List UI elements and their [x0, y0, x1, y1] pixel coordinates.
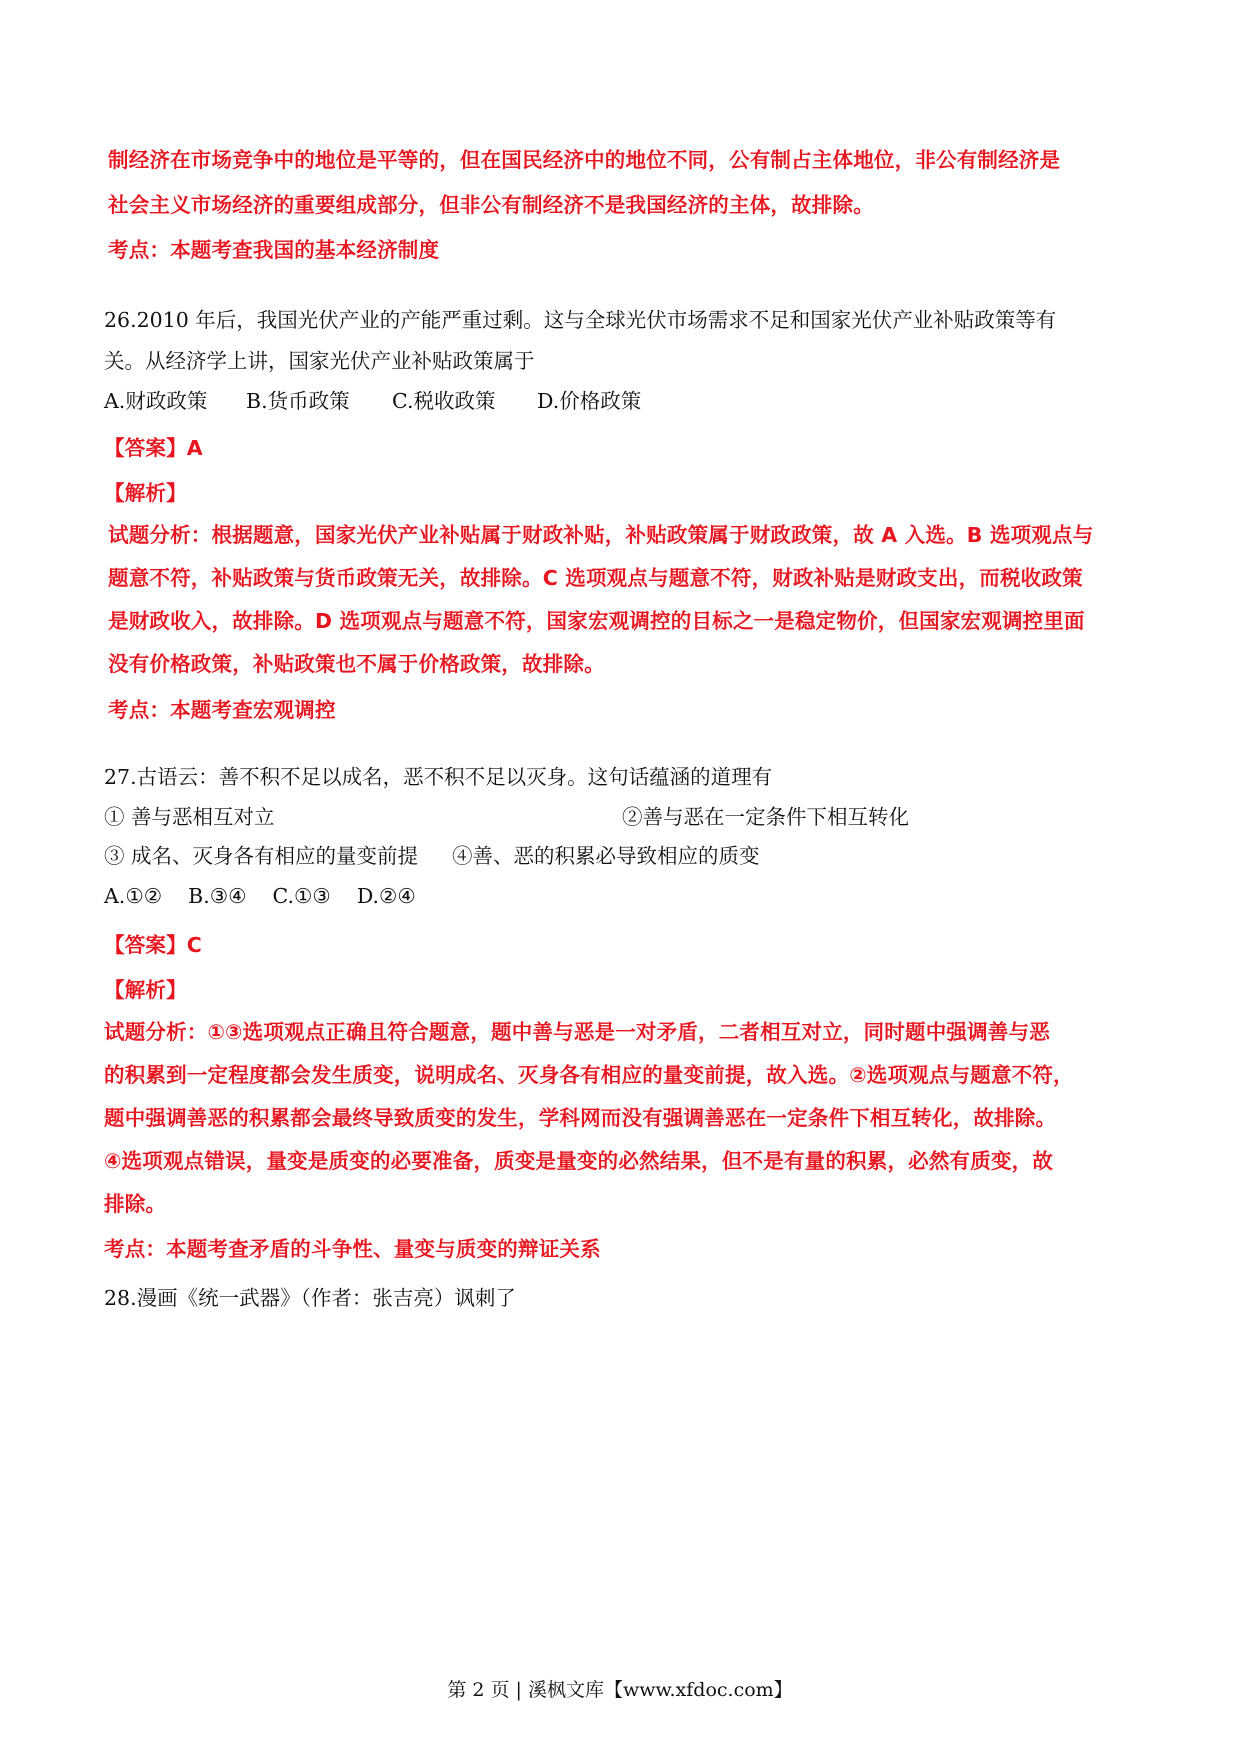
q26-stem-line-1: 26.2010 年后，我国光伏产业的产能严重过剩。这与全球光伏市场需求不足和国家光伏产业补贴政策等有	[104, 308, 1057, 332]
q28-stem: 28.漫画《统一武器》（作者：张吉亮）讽刺了	[104, 1286, 516, 1310]
q27-jiexi-label: 【解析】	[104, 978, 187, 1002]
q26-option-d: D.价格政策	[537, 389, 642, 413]
q27-analysis-line-4: ④选项观点错误，量变是质变的必要准备，质变是量变的必然结果，但不是有量的积累，必然有质变，故	[104, 1149, 1054, 1173]
q27-item-2: ②善与恶在一定条件下相互转化	[622, 805, 909, 829]
q27-analysis-line-1: 试题分析：①③选项观点正确且符合题意，题中善与恶是一对矛盾，二者相互对立，同时题中强调善与恶	[104, 1020, 1050, 1044]
q27-item-4: ④善、恶的积累必导致相应的质变	[452, 844, 760, 868]
q26-answer: 【答案】A	[104, 436, 203, 460]
q26-jiexi-label: 【解析】	[104, 481, 187, 505]
q27-answer: 【答案】C	[104, 933, 203, 957]
q26-option-b: B.货币政策	[246, 389, 350, 413]
q27-kaodian: 考点：本题考查矛盾的斗争性、量变与质变的辩证关系	[104, 1237, 601, 1261]
q27-analysis-line-3: 题中强调善恶的积累都会最终导致质变的发生，学科网而没有强调善恶在一定条件下相互转化，故排除。	[104, 1106, 1057, 1130]
prev-kaodian: 考点：本题考查我国的基本经济制度	[108, 238, 440, 262]
q26-kaodian: 考点：本题考查宏观调控	[108, 698, 336, 722]
prev-analysis-line-1: 制经济在市场竞争中的地位是平等的，但在国民经济中的地位不同，公有制占主体地位，非公有制经济是	[108, 148, 1061, 172]
q27-item-3: ③ 成名、灭身各有相应的量变前提	[104, 844, 419, 868]
q27-stem: 27.古语云：善不积不足以成名，恶不积不足以灭身。这句话蕴涵的道理有	[104, 765, 773, 789]
q27-options: A.①② B.③④ C.①③ D.②④	[104, 884, 416, 908]
q27-analysis-line-5: 排除。	[104, 1192, 167, 1216]
q26-stem-line-2: 关。从经济学上讲，国家光伏产业补贴政策属于	[104, 349, 535, 373]
page-footer: 第 2 页 | 溪枫文库【www.xfdoc.com】	[447, 1679, 793, 1701]
prev-analysis-line-2: 社会主义市场经济的重要组成部分，但非公有制经济不是我国经济的主体，故排除。	[108, 193, 874, 217]
q26-analysis-line-3: 是财政收入，故排除。D 选项观点与题意不符，国家宏观调控的目标之一是稳定物价，但国家宏观调控里面	[108, 609, 1085, 633]
q27-analysis-line-2: 的积累到一定程度都会发生质变，说明成名、灭身各有相应的量变前提，故入选。②选项观点与题意不符，	[104, 1063, 1074, 1087]
q26-analysis-line-4: 没有价格政策，补贴政策也不属于价格政策，故排除。	[108, 652, 605, 676]
q26-analysis-line-1: 试题分析：根据题意，国家光伏产业补贴属于财政补贴，补贴政策属于财政政策，故 A 入选。B 选项观点与	[108, 523, 1094, 547]
q26-option-a: A.财政政策	[104, 389, 208, 413]
q26-option-c: C.税收政策	[392, 389, 496, 413]
q26-analysis-line-2: 题意不符，补贴政策与货币政策无关，故排除。C 选项观点与题意不符，财政补贴是财政支出，而税收政策	[108, 566, 1083, 590]
q27-item-1: ① 善与恶相互对立	[104, 805, 275, 829]
